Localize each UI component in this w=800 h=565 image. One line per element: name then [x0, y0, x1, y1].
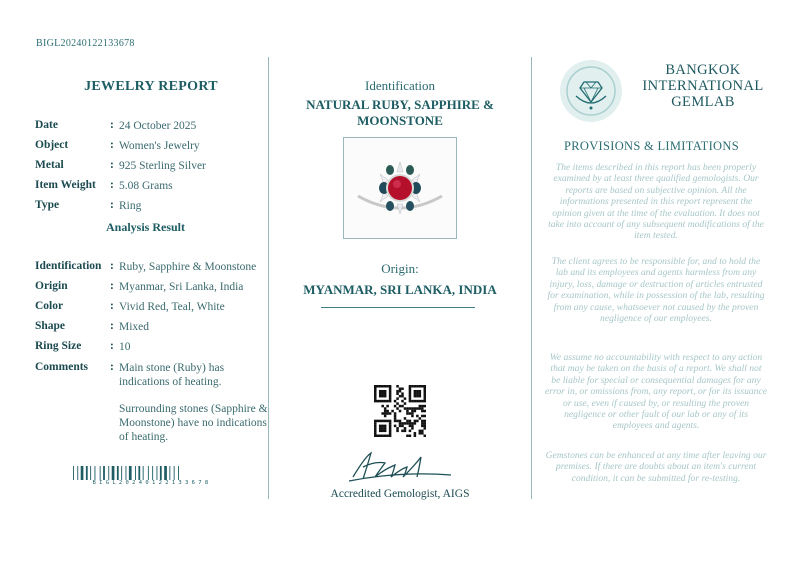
comments-text: Main stone (Ruby) has indications of heating.: [119, 362, 225, 388]
field-label: Comments: [35, 361, 89, 373]
field-value: Ring: [119, 200, 142, 212]
field-value: Myanmar, Sri Lanka, India: [119, 281, 244, 293]
colon: :: [110, 340, 114, 352]
lab-name-line3: GEMLAB: [671, 94, 735, 110]
field-value: 925 Sterling Silver: [119, 160, 206, 172]
provisions-title: PROVISIONS & LIMITATIONS: [564, 139, 739, 153]
field-value: 5.08 Grams: [119, 180, 173, 192]
field-value: Vivid Red, Teal, White: [119, 301, 225, 313]
lab-name: [628, 62, 778, 110]
colon: :: [110, 320, 114, 332]
field-label: Identification: [35, 260, 102, 272]
field-label: Color: [35, 300, 64, 312]
colon: :: [110, 179, 114, 191]
analysis-title: Analysis Result: [106, 220, 186, 234]
colon: :: [110, 300, 114, 312]
field-value: Ruby, Sapphire & Moonstone: [119, 261, 257, 273]
colon: :: [110, 139, 114, 151]
field-value: Mixed: [119, 321, 150, 333]
gemologist-label: Accredited Gemologist, AIGS: [330, 488, 470, 500]
field-value: Women's Jewelry: [119, 140, 200, 152]
colon: :: [110, 199, 114, 211]
field-value: 24 October 2025: [119, 120, 197, 132]
comments-extra-text: Surrounding stones (Sapphire & Moonstone) have no indications of heating.: [119, 403, 268, 443]
field-label: Metal: [35, 159, 64, 171]
colon: :: [110, 361, 114, 373]
colon: :: [110, 260, 114, 272]
qr-code-image: [374, 385, 426, 437]
origin-underline: [321, 307, 475, 308]
ring-photo: [343, 137, 457, 239]
lab-logo: [558, 58, 624, 124]
provisions-paragraph-2: The client agrees to be responsible for, and to hold the lab and its employees and agents harmless from any injury, loss, damage or destruction of articles entrusted for examination, while in possession of the lab, resulting from any cause, whatsoever not caused by the proven negligence of our employees.: [547, 256, 765, 325]
field-label: Ring Size: [35, 340, 82, 352]
report-number: BIGL20240122133678: [36, 38, 135, 49]
report-title: JEWELRY REPORT: [84, 79, 218, 94]
lab-name-line2: INTERNATIONAL: [642, 78, 764, 94]
colon: :: [110, 159, 114, 171]
barcode-text: BIGL20240122133678: [92, 480, 212, 486]
provisions-paragraph-3: We assume no accountability with respect to any action that may be taken on the basis of a report. We shall not be liable for special or consequential damages for any error in, or omissions from, any report, or for its issuance or use, even if caused by, or resulting the proven negligence or other fault of our lab or any of its employees and agents.: [545, 352, 767, 432]
provisions-paragraph-1: The items described in this report has been properly examined by at least three qualified gemologists. Our reports are based on subjective opinion. All the informations presented in this report represent the opinion given at the time of the evaluation. It does not take into account of any subsequent modifications of the item tested.: [548, 162, 764, 242]
provisions-paragraph-4: Gemstones can be enhanced at any time after leaving our premises. If there are doubts about an item's current condition, it can be submitted for re-testing.: [545, 450, 767, 484]
field-label: Item Weight: [35, 179, 96, 191]
field-label: Origin: [35, 280, 68, 292]
signature-image: [345, 447, 455, 485]
origin-value: MYANMAR, SRI LANKA, INDIA: [303, 282, 497, 297]
field-label: Shape: [35, 320, 66, 332]
lab-name-line1: BANGKOK: [665, 62, 741, 78]
identification-value: NATURAL RUBY, SAPPHIRE & MOONSTONE: [306, 97, 494, 128]
identification-label: Identification: [364, 78, 436, 93]
colon: :: [110, 119, 114, 131]
column-divider-right: [531, 57, 532, 499]
field-label: Type: [35, 199, 60, 211]
ring-illustration: [344, 138, 456, 238]
colon: :: [110, 280, 114, 292]
field-label: Object: [35, 139, 69, 151]
origin-label: Origin:: [381, 261, 419, 276]
field-value: 10: [119, 341, 131, 353]
field-label: Date: [35, 119, 58, 131]
